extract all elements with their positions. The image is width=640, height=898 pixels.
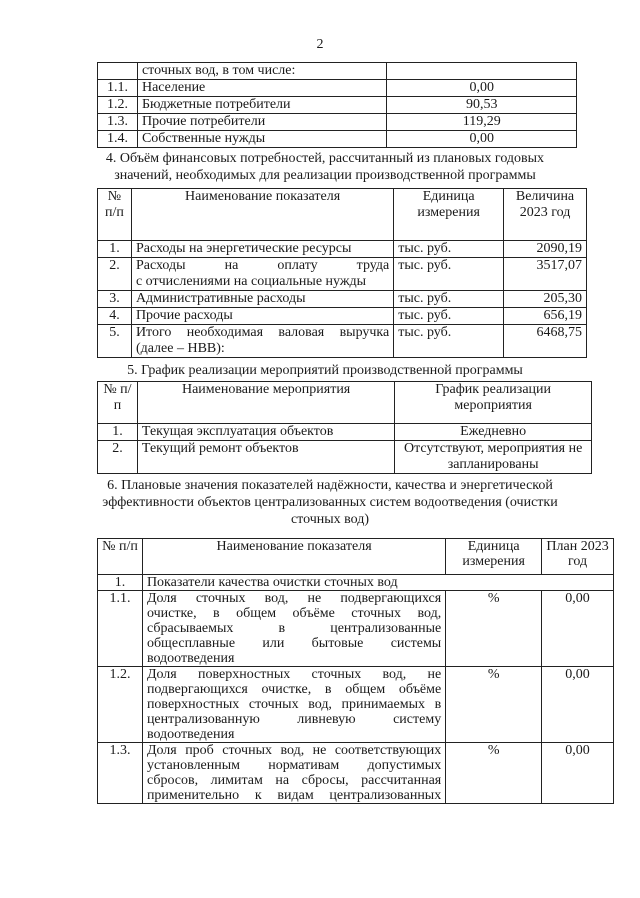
row-name: Административные расходы — [131, 291, 393, 308]
schedule-table — [97, 381, 592, 474]
row-number: 1.1. — [98, 80, 138, 97]
table-row — [98, 591, 614, 667]
row-name: Текущая эксплуатация объектов — [137, 424, 394, 441]
row-value: 0,00 — [387, 131, 577, 148]
row-name: Расходы на оплату труда с отчислениями на социальные нужды — [131, 258, 393, 291]
row-number: 1.3. — [98, 114, 138, 131]
row-number: 1.4. — [98, 131, 138, 148]
section-5-title: 5. График реализации мероприятий производственной программы — [127, 363, 523, 378]
table-row — [98, 743, 614, 804]
row-schedule: Отсутствуют, мероприятия не запланированы — [395, 441, 592, 474]
table-row — [98, 114, 577, 131]
table-row — [98, 325, 587, 358]
row-plan: 0,00 — [542, 591, 614, 667]
row-number: 2. — [98, 441, 138, 474]
table-row — [98, 63, 577, 80]
row-number: 3. — [98, 291, 132, 308]
row-value: 3517,07 — [504, 258, 587, 291]
row-number: 4. — [98, 308, 132, 325]
group-number: 1. — [98, 575, 143, 591]
continuation-label: сточных вод, в том числе: — [137, 63, 386, 80]
table-header-row — [98, 539, 614, 575]
table-header-row — [98, 189, 587, 241]
header-value: Величина 2023 год — [504, 189, 587, 241]
row-name: Текущий ремонт объектов — [137, 441, 394, 474]
row-value: 2090,19 — [504, 241, 587, 258]
table-header-row — [98, 382, 592, 424]
row-name: Доля сточных вод, не подвергающихся очистке, в общем объёме сточных вод, сбрасываемых в централизованные общесплавные или бытовые системы водоотведения — [142, 591, 445, 667]
row-number: 1.2. — [98, 97, 138, 114]
row-plan: 0,00 — [542, 743, 614, 804]
row-value: 0,00 — [387, 80, 577, 97]
row-value: 656,19 — [504, 308, 587, 325]
financial-needs-table — [97, 188, 587, 358]
row-value: 119,29 — [387, 114, 577, 131]
row-value: 205,30 — [504, 291, 587, 308]
header-unit: Единица измерения — [446, 539, 542, 575]
row-name: Доля проб сточных вод, не соответствующих установленным нормативам допустимых сбросов, лимитам на сбросы, рассчитанная применительно к видам централизованных — [142, 743, 445, 804]
row-unit: тыс. руб. — [394, 258, 504, 291]
table-row — [98, 424, 592, 441]
table-row — [98, 241, 587, 258]
row-unit: % — [446, 591, 542, 667]
header-name: Наименование показателя — [131, 189, 393, 241]
row-name: Собственные нужды — [137, 131, 386, 148]
table-row — [98, 131, 577, 148]
row-name: Доля поверхностных сточных вод, не подвергающихся очистке, в общем объёме поверхностных сточных вод, принимаемых в централизованную ливневую систему водоотведения — [142, 667, 445, 743]
table-row — [98, 291, 587, 308]
row-unit: % — [446, 743, 542, 804]
row-value: 6468,75 — [504, 325, 587, 358]
table-row — [98, 667, 614, 743]
header-num: № п/п — [98, 382, 138, 424]
table-row — [98, 80, 577, 97]
row-unit: тыс. руб. — [394, 325, 504, 358]
row-name: Итого необходимая валовая выручка (далее – НВВ): — [131, 325, 393, 358]
row-unit: тыс. руб. — [394, 308, 504, 325]
row-number: 1.2. — [98, 667, 143, 743]
row-name: Население — [137, 80, 386, 97]
table-row — [98, 258, 587, 291]
header-plan: План 2023 год — [542, 539, 614, 575]
table-row — [98, 308, 587, 325]
header-schedule: График реализации мероприятия — [395, 382, 592, 424]
row-value: 90,53 — [387, 97, 577, 114]
table-row — [98, 97, 577, 114]
header-name: Наименование показателя — [142, 539, 445, 575]
row-name: Прочие расходы — [131, 308, 393, 325]
page-number: 2 — [316, 37, 324, 52]
row-unit: тыс. руб. — [394, 291, 504, 308]
row-schedule: Ежедневно — [395, 424, 592, 441]
table-row — [98, 441, 592, 474]
row-number: 1. — [98, 424, 138, 441]
row-name: Бюджетные потребители — [137, 97, 386, 114]
row-plan: 0,00 — [542, 667, 614, 743]
header-num: № п/п — [98, 189, 132, 241]
header-unit: Единица измерения — [394, 189, 504, 241]
group-name: Показатели качества очистки сточных вод — [142, 575, 613, 591]
volume-table — [97, 62, 577, 148]
header-name: Наименование мероприятия — [137, 382, 394, 424]
row-name: Прочие потребители — [137, 114, 386, 131]
row-unit: % — [446, 667, 542, 743]
row-unit: тыс. руб. — [394, 241, 504, 258]
row-number: 1.3. — [98, 743, 143, 804]
section-4-title: 4. Объём финансовых потребностей, рассчитанный из плановых годовых значений, необходимых для реализации производственной программы — [105, 151, 545, 183]
row-name: Расходы на энергетические ресурсы — [131, 241, 393, 258]
row-number: 1. — [98, 241, 132, 258]
row-number: 2. — [98, 258, 132, 291]
table-group-row — [98, 575, 614, 591]
row-number: 5. — [98, 325, 132, 358]
row-number: 1.1. — [98, 591, 143, 667]
indicators-table — [97, 538, 614, 804]
section-6-title: 6. Плановые значения показателей надёжности, качества и энергетической эффективности объектов централизованных систем водоотведения (очистки сточных вод) — [102, 478, 558, 527]
header-num: № п/п — [98, 539, 143, 575]
